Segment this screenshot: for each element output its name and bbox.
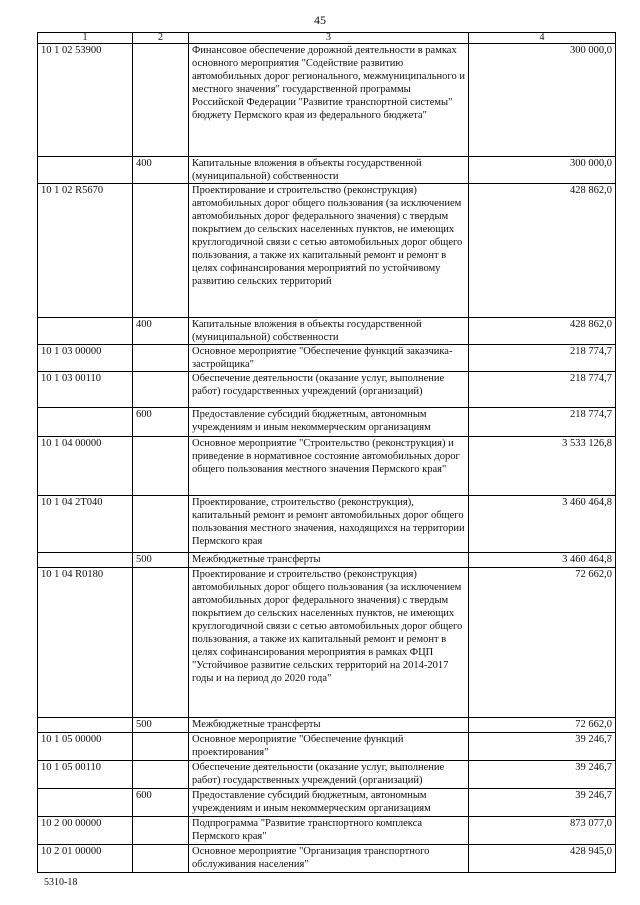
cell-name: Проектирование и строительство (реконструкция) автомобильных дорог общего пользования (за исключением автомобильных дорог федерального значения) с твердым покрытием до сельских населенных пунктов, не имеющих круглогодичной связи с сетью автомобильных дорог общего пользования, а также их капитальный ремонт и ремонт в целях софинансирования мероприятий по устойчивому развитию сельских территорий (189, 184, 469, 318)
cell-code: 10 1 02 53900 (38, 44, 133, 157)
table-row (38, 553, 616, 568)
cell-amount: 300 000,0 (469, 44, 616, 157)
cell-expense-type (133, 184, 189, 318)
cell-name: Обеспечение деятельности (оказание услуг, выполнение работ) государственных учреждений (организаций) (189, 761, 469, 789)
cell-name: Проектирование, строительство (реконструкция), капитальный ремонт и ремонт автомобильных дорог общего пользования местного значения, находящихся на территории Пермского края (189, 496, 469, 553)
cell-code: 10 1 04 R0180 (38, 568, 133, 718)
cell-name: Капитальные вложения в объекты государственной (муниципальной) собственности (189, 157, 469, 184)
cell-expense-type (133, 817, 189, 845)
column-header: 2 (133, 33, 189, 44)
table-row (38, 845, 616, 873)
cell-name: Обеспечение деятельности (оказание услуг, выполнение работ) государственных учреждений (организаций) (189, 372, 469, 408)
cell-amount: 3 460 464,8 (469, 553, 616, 568)
cell-amount: 873 077,0 (469, 817, 616, 845)
table-row (38, 44, 616, 157)
cell-name: Подпрограмма "Развитие транспортного комплекса Пермского края" (189, 817, 469, 845)
cell-code: 10 1 04 00000 (38, 437, 133, 496)
column-header: 3 (189, 33, 469, 44)
cell-expense-type (133, 372, 189, 408)
cell-code: 10 1 03 00000 (38, 345, 133, 372)
table-row (38, 733, 616, 761)
cell-name: Предоставление субсидий бюджетным, автономным учреждениям и иным некоммерческим организациям (189, 408, 469, 437)
table-row (38, 318, 616, 345)
cell-code: 10 1 05 00000 (38, 733, 133, 761)
cell-expense-type: 400 (133, 318, 189, 345)
cell-amount: 218 774,7 (469, 408, 616, 437)
cell-expense-type: 400 (133, 157, 189, 184)
cell-name: Основное мероприятие "Строительство (реконструкция) и приведение в нормативное состояние автомобильных дорог общего пользования местного значения Пермского края" (189, 437, 469, 496)
cell-code: 10 1 04 2Т040 (38, 496, 133, 553)
cell-amount: 39 246,7 (469, 733, 616, 761)
table-row (38, 718, 616, 733)
cell-amount: 72 662,0 (469, 718, 616, 733)
table-row (38, 437, 616, 496)
cell-name: Финансовое обеспечение дорожной деятельности в рамках основного мероприятия "Содействие развитию автомобильных дорог регионального, межмуниципального и местного значения" государственной программы Российской Федерации "Развитие транспортной системы" бюджету Пермского края из федерального бюджета" (189, 44, 469, 157)
table-row (38, 345, 616, 372)
cell-code (38, 157, 133, 184)
cell-code: 10 2 01 00000 (38, 845, 133, 873)
table-row (38, 408, 616, 437)
cell-expense-type (133, 437, 189, 496)
cell-expense-type: 600 (133, 408, 189, 437)
cell-name: Межбюджетные трансферты (189, 718, 469, 733)
cell-expense-type (133, 733, 189, 761)
cell-amount: 39 246,7 (469, 761, 616, 789)
cell-amount: 3 460 464,8 (469, 496, 616, 553)
cell-code: 10 2 00 00000 (38, 817, 133, 845)
cell-expense-type (133, 345, 189, 372)
cell-expense-type: 500 (133, 718, 189, 733)
cell-name: Предоставление субсидий бюджетным, автономным учреждениям и иным некоммерческим организациям (189, 789, 469, 817)
cell-name: Основное мероприятие "Организация транспортного обслуживания населения" (189, 845, 469, 873)
cell-code (38, 318, 133, 345)
table-row (38, 789, 616, 817)
cell-name: Основное мероприятие "Обеспечение функций проектирования" (189, 733, 469, 761)
cell-amount: 72 662,0 (469, 568, 616, 718)
column-header: 1 (38, 33, 133, 44)
cell-amount: 218 774,7 (469, 372, 616, 408)
cell-expense-type (133, 761, 189, 789)
column-header: 4 (469, 33, 616, 44)
footer-document-code: 5310-18 (44, 877, 78, 888)
cell-name: Капитальные вложения в объекты государственной (муниципальной) собственности (189, 318, 469, 345)
cell-amount: 300 000,0 (469, 157, 616, 184)
cell-expense-type (133, 568, 189, 718)
cell-expense-type (133, 845, 189, 873)
cell-expense-type: 500 (133, 553, 189, 568)
cell-amount: 3 533 126,8 (469, 437, 616, 496)
cell-amount: 428 862,0 (469, 184, 616, 318)
cell-amount: 428 862,0 (469, 318, 616, 345)
table-row (38, 372, 616, 408)
cell-amount: 39 246,7 (469, 789, 616, 817)
cell-code (38, 408, 133, 437)
cell-name: Основное мероприятие "Обеспечение функций заказчика-застройщика" (189, 345, 469, 372)
table-row (38, 496, 616, 553)
cell-name: Проектирование и строительство (реконструкция) автомобильных дорог общего пользования (за исключением автомобильных дорог федерального значения) с твердым покрытием до сельских населенных пунктов, не имеющих круглогодичной связи с сетью автомобильных дорог общего пользования, а также их капитальный ремонт и ремонт в целях софинансирования мероприятия в рамках ФЦП "Устойчивое развитие сельских территорий на 2014-2017 годы и на период до 2020 года" (189, 568, 469, 718)
cell-code: 10 1 03 00110 (38, 372, 133, 408)
cell-amount: 428 945,0 (469, 845, 616, 873)
cell-amount: 218 774,7 (469, 345, 616, 372)
cell-name: Межбюджетные трансферты (189, 553, 469, 568)
page-number: 45 (314, 13, 326, 27)
cell-code (38, 553, 133, 568)
cell-expense-type: 600 (133, 789, 189, 817)
cell-code (38, 789, 133, 817)
budget-table (37, 32, 616, 873)
table-row (38, 817, 616, 845)
cell-expense-type (133, 44, 189, 157)
table-header-row (38, 33, 616, 44)
table-row (38, 184, 616, 318)
table-row (38, 568, 616, 718)
cell-code (38, 718, 133, 733)
table-row (38, 157, 616, 184)
cell-expense-type (133, 496, 189, 553)
cell-code: 10 1 05 00110 (38, 761, 133, 789)
table-row (38, 761, 616, 789)
cell-code: 10 1 02 R5670 (38, 184, 133, 318)
